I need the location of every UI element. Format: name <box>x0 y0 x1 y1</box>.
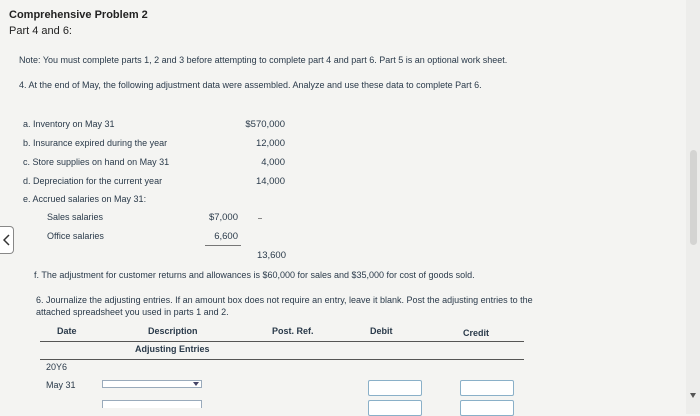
account-select[interactable] <box>102 380 202 388</box>
chevron-left-icon <box>3 234 11 246</box>
adj-d-value: 14,000 <box>255 176 285 187</box>
journal-date: May 31 <box>46 380 76 390</box>
salaries-total-value: 13,600 <box>256 250 286 261</box>
col-date-header: Date <box>57 326 77 336</box>
adj-a-label: a. Inventory on May 31 <box>23 119 115 129</box>
col-credit-header: Credit <box>463 328 490 338</box>
adj-f-text: f. The adjustment for customer returns and allowances is $60,000 for sales and $35,000 for cost of goods sold. <box>34 270 475 280</box>
adj-c-value: 4,000 <box>261 157 285 168</box>
instruction-4: 4. At the end of May, the following adjustment data were assembled. Analyze and use these data to complete Part 6. <box>19 80 482 90</box>
office-salaries-value: 6,600 <box>214 231 238 242</box>
col-description-header: Description <box>148 326 198 336</box>
debit-input[interactable] <box>368 380 422 396</box>
col-postref-header: Post. Ref. <box>272 326 314 336</box>
note-text: Note: You must complete parts 1, 2 and 3 before attempting to complete part 4 and part 6. Part 5 is an optional work sheet. <box>19 55 508 65</box>
tick-mark <box>258 218 262 219</box>
adj-c-label: c. Store supplies on hand on May 31 <box>23 157 170 167</box>
adj-b-value: 12,000 <box>255 138 285 149</box>
adjusting-entries-label: Adjusting Entries <box>135 344 210 354</box>
credit-input[interactable] <box>460 380 514 396</box>
chevron-down-icon <box>193 382 199 386</box>
account-select-2[interactable] <box>102 400 202 408</box>
scroll-down-arrow-icon[interactable] <box>690 393 696 398</box>
scrollbar-thumb[interactable] <box>690 150 697 245</box>
adj-b-label: b. Insurance expired during the year <box>23 138 168 148</box>
page-title: Comprehensive Problem 2 <box>9 9 148 21</box>
journal-year: 20Y6 <box>46 362 68 372</box>
page-subtitle: Part 4 and 6: <box>9 25 72 37</box>
sales-salaries-label: Sales salaries <box>47 212 104 222</box>
office-salaries-label: Office salaries <box>47 231 104 241</box>
subtotal-underline <box>205 245 241 246</box>
sidebar-toggle-button[interactable] <box>0 226 14 254</box>
section-rule <box>40 359 524 360</box>
adj-d-label: d. Depreciation for the current year <box>23 176 163 186</box>
col-debit-header: Debit <box>370 326 393 336</box>
sales-salaries-value: $7,000 <box>208 212 238 223</box>
adj-a-value: $570,000 <box>245 119 285 130</box>
instruction-6-line1: 6. Journalize the adjusting entries. If an amount box does not require an entry, leave it blank. Post the adjusting entries to the <box>36 295 533 305</box>
table-header-rule <box>40 341 524 342</box>
adj-e-label: e. Accrued salaries on May 31: <box>23 194 147 204</box>
scrollbar[interactable] <box>686 0 700 414</box>
instruction-6-line2: attached spreadsheet you used in parts 1 and 2. <box>36 307 229 317</box>
